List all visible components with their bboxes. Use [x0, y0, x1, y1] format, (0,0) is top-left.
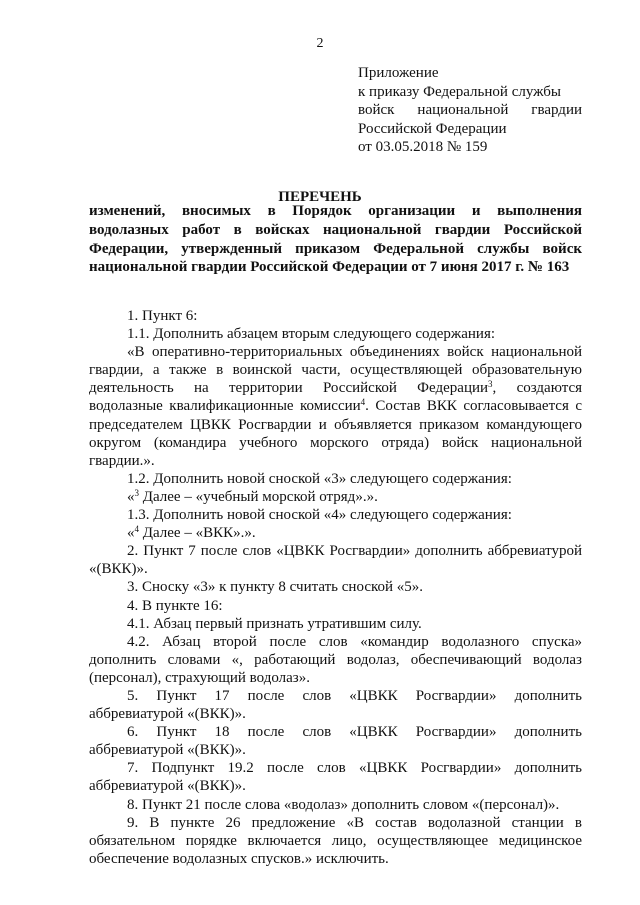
- body-line: 1.2. Дополнить новой сноской «3» следующего содержания:: [127, 470, 512, 487]
- body-line: аббревиатурой «(ВКК)».: [89, 742, 246, 759]
- text-run: , создаются: [492, 380, 582, 397]
- body-line: «В оперативно-территориальных объединениях войск национальной: [127, 344, 582, 361]
- footnote-ref: 4: [134, 524, 139, 535]
- page-number: 2: [316, 36, 324, 51]
- appendix-line: к приказу Федеральной службы: [358, 83, 562, 100]
- body-line: 1.1. Дополнить абзацем вторым следующего содержания:: [127, 326, 496, 343]
- body-line: [89, 397, 582, 415]
- body-line: 8. Пункт 21 после слова «водолаз» дополнить словом «(персонал)».: [127, 796, 560, 813]
- document-title: ПЕРЕЧЕНЬ: [278, 189, 362, 205]
- text-run: Далее – «учебный морской отряд».».: [139, 488, 378, 505]
- text-run: . Состав ВКК согласовывается с: [365, 398, 582, 415]
- footnote-ref: 4: [360, 397, 366, 408]
- body-line: округом (командира учебного морского отряда) войск национальной: [89, 434, 582, 451]
- body-line: обеспечение водолазных спусков.» исключить.: [89, 850, 389, 867]
- body-line: 6. Пункт 18 после слов «ЦВКК Росгвардии» дополнить: [127, 724, 582, 741]
- body-line: 7. Подпункт 19.2 после слов «ЦВКК Росгвардии» дополнить: [127, 760, 582, 777]
- text-run: «: [127, 488, 135, 505]
- body-line: 1.3. Дополнить новой сноской «4» следующего содержания:: [127, 507, 512, 524]
- document-subtitle: [89, 202, 582, 277]
- body-line: [89, 488, 582, 506]
- body-line: [89, 379, 582, 397]
- body-line: (персонал), страхующий водолаз».: [89, 669, 310, 686]
- body-line: 5. Пункт 17 после слов «ЦВКК Росгвардии» дополнить: [127, 687, 582, 704]
- subtitle-line: национальной гвардии Российской Федерации от 7 июня 2017 г. № 163: [89, 259, 570, 276]
- body-line: 4. В пункте 16:: [127, 597, 223, 614]
- body-line: 4.2. Абзац второй после слов «командир водолазного спуска»: [127, 633, 582, 650]
- document-body: [89, 307, 582, 868]
- body-line: 3. Сноску «3» к пункту 8 считать сноской «5».: [127, 579, 424, 596]
- body-line: «(ВКК)».: [89, 561, 148, 578]
- text-run: «: [127, 525, 135, 542]
- footnote-ref: 3: [488, 379, 493, 390]
- body-line: 1. Пункт 6:: [127, 308, 198, 324]
- body-line: аббревиатурой «(ВКК)».: [89, 706, 246, 723]
- text-run: водолазные квалификационные комиссии: [89, 398, 361, 415]
- body-line: гвардии.».: [89, 452, 155, 469]
- subtitle-line: Федерации, утвержденный приказом Федеральной службы войск: [89, 240, 582, 257]
- body-line: гвардии, а также в воинской части, осуществляющей образовательную: [89, 362, 582, 379]
- text-run: Далее – «ВКК».».: [139, 525, 256, 542]
- footnote-ref: 3: [134, 487, 139, 498]
- subtitle-line: водолазных работ в войсках национальной гвардии Российской: [89, 221, 582, 238]
- body-line: 4.1. Абзац первый признать утратившим силу.: [127, 615, 422, 632]
- appendix-line: Приложение: [358, 65, 439, 81]
- body-line: 9. В пункте 26 предложение «В состав водолазной станции в: [127, 814, 582, 831]
- body-line: дополнить словами «, работающий водолаз, обеспечивающий водолаз: [89, 651, 582, 668]
- body-line: председателем ЦВКК Росгвардии и объявляется приказом командующего: [89, 416, 582, 433]
- body-line: обязательном порядке включается лицо, осуществляющее медицинское: [89, 832, 582, 849]
- appendix-line: Российской Федерации: [358, 120, 507, 137]
- body-line: аббревиатурой «(ВКК)».: [89, 778, 246, 795]
- text-run: деятельность на территории Российской Федерации: [89, 380, 489, 397]
- body-line: 2. Пункт 7 после слов «ЦВКК Росгвардии» дополнить аббревиатурой: [127, 543, 582, 560]
- body-line: [89, 524, 582, 542]
- appendix-line: от 03.05.2018 № 159: [358, 139, 488, 156]
- subtitle-line: изменений, вносимых в Порядок организации и выполнения: [89, 203, 582, 219]
- appendix-line: войск национальной гвардии: [358, 102, 582, 119]
- appendix-block: [358, 64, 582, 157]
